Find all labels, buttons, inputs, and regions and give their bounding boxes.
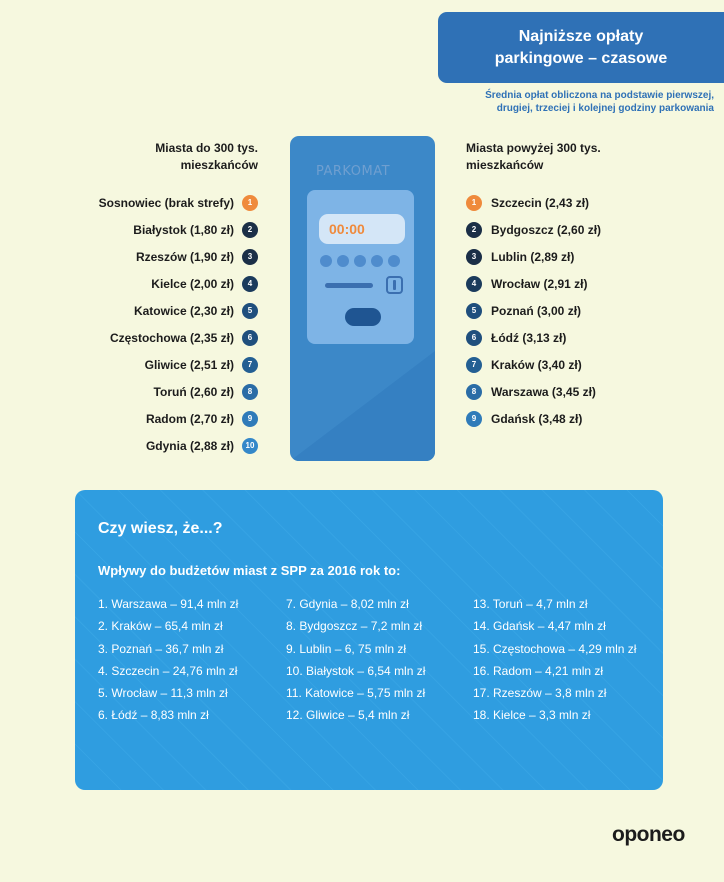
parking-meter-display: 00:00 (319, 214, 405, 244)
subtitle-line-2: drugiej, trzeciej i kolejnej godziny parkowania (496, 103, 714, 114)
keypad-dot (337, 255, 349, 267)
city-row (40, 378, 258, 405)
city-row (466, 243, 666, 270)
revenue-item: 1. Warszawa – 91,4 mln zł (98, 597, 239, 611)
small-cities-list (40, 189, 258, 459)
city-label: Rzeszów (1,90 zł) (135, 249, 234, 264)
revenue-item: 13. Toruń – 4,7 mln zł (473, 597, 588, 611)
rank-badge: 8 (466, 384, 482, 400)
revenue-column-3 (473, 596, 636, 730)
rank-badge: 6 (466, 330, 482, 346)
city-label: Białystok (1,80 zł) (133, 222, 234, 237)
keypad-dot (388, 255, 400, 267)
rank-badge: 9 (242, 411, 258, 427)
revenue-item: 10. Białystok – 6,54 mln zł (286, 663, 426, 678)
rank-badge: 7 (242, 357, 258, 373)
coin-slot (325, 283, 373, 288)
city-row (466, 189, 666, 216)
revenue-item: 2. Kraków – 65,4 mln zł (98, 619, 223, 634)
revenue-item: 9. Lublin – 6, 75 mln zł (286, 641, 407, 656)
city-label: Radom (2,70 zł) (145, 411, 234, 426)
city-label: Kraków (3,40 zł) (491, 357, 582, 372)
city-label: Toruń (2,60 zł) (153, 384, 234, 399)
city-label: Łódź (3,13 zł) (491, 330, 567, 345)
keypad-dot (320, 255, 332, 267)
revenue-item: 6. Łódź – 8,83 mln zł (98, 708, 209, 723)
parking-meter-brand: PARKOMAT (316, 164, 391, 179)
keypad-dot (371, 255, 383, 267)
city-label: Katowice (2,30 zł) (133, 303, 234, 318)
did-you-know-heading: Czy wiesz, że...? (98, 520, 223, 537)
title-banner (438, 12, 724, 83)
revenue-column-1 (98, 596, 238, 730)
city-row (40, 243, 258, 270)
city-row (466, 351, 666, 378)
city-row (40, 405, 258, 432)
small-cities-heading-line-2: mieszkańców (180, 158, 258, 172)
city-label: Sosnowiec (brak strefy) (98, 195, 234, 210)
city-label: Kielce (2,00 zł) (151, 276, 234, 291)
page-subtitle (424, 89, 714, 115)
did-you-know-box (75, 490, 663, 790)
small-cities-heading (130, 140, 258, 174)
rank-badge: 9 (466, 411, 482, 427)
page-title-line-2: parkingowe – czasowe (494, 50, 668, 67)
city-label: Poznań (3,00 zł) (491, 303, 582, 318)
rank-badge: 2 (466, 222, 482, 238)
revenue-item: 11. Katowice – 5,75 mln zł (286, 686, 426, 701)
revenue-item: 5. Wrocław – 11,3 mln zł (98, 686, 228, 701)
rank-badge: 4 (466, 276, 482, 292)
revenue-item: 3. Poznań – 36,7 mln zł (98, 641, 224, 656)
city-label: Gliwice (2,51 zł) (144, 357, 234, 372)
revenue-item: 17. Rzeszów – 3,8 mln zł (473, 686, 607, 701)
city-row (40, 351, 258, 378)
revenue-item: 7. Gdynia – 8,02 mln zł (286, 597, 409, 611)
city-row (40, 297, 258, 324)
revenue-item: 8. Bydgoszcz – 7,2 mln zł (286, 619, 423, 634)
oponeo-logo: oponeo (612, 823, 685, 846)
rank-badge: 2 (242, 222, 258, 238)
city-row (40, 324, 258, 351)
large-cities-list (466, 189, 666, 432)
did-you-know-subheading: Wpływy do budżetów miast z SPP za 2016 rok to: (98, 563, 401, 578)
city-label: Wrocław (2,91 zł) (491, 276, 588, 291)
city-row (40, 270, 258, 297)
subtitle-line-1: Średnia opłat obliczona na podstawie pierwszej, (485, 90, 714, 101)
rank-badge: 6 (242, 330, 258, 346)
large-cities-heading (466, 140, 646, 174)
revenue-item: 15. Częstochowa – 4,29 mln zł (473, 641, 637, 656)
city-label: Gdynia (2,88 zł) (145, 438, 234, 453)
rank-badge: 8 (242, 384, 258, 400)
revenue-item: 18. Kielce – 3,3 mln zł (473, 708, 591, 723)
city-row (466, 378, 666, 405)
city-row (40, 216, 258, 243)
city-row (466, 216, 666, 243)
rank-badge: 3 (242, 249, 258, 265)
large-cities-heading-line-2: mieszkańców (466, 158, 544, 172)
city-label: Szczecin (2,43 zł) (491, 195, 590, 210)
city-label: Bydgoszcz (2,60 zł) (491, 222, 602, 237)
revenue-item: 4. Szczecin – 24,76 mln zł (98, 663, 238, 678)
city-label: Lublin (2,89 zł) (491, 249, 575, 264)
parking-meter-panel (307, 190, 414, 344)
rank-badge: 1 (242, 195, 258, 211)
city-label: Gdańsk (3,48 zł) (491, 411, 583, 426)
rank-badge: 5 (466, 303, 482, 319)
rank-badge: 4 (242, 276, 258, 292)
city-row (466, 270, 666, 297)
revenue-item: 12. Gliwice – 5,4 mln zł (286, 708, 410, 723)
page-title-line-1: Najniższe opłaty (518, 28, 644, 45)
keypad-dot (354, 255, 366, 267)
parking-meter-illustration (290, 136, 435, 461)
city-row (466, 324, 666, 351)
parking-meter-button (345, 308, 381, 326)
city-row (40, 432, 258, 459)
rank-badge: 7 (466, 357, 482, 373)
rank-badge: 5 (242, 303, 258, 319)
revenue-item: 14. Gdańsk – 4,47 mln zł (473, 619, 606, 634)
small-cities-heading-line-1: Miasta do 300 tys. (155, 141, 258, 155)
rank-badge: 1 (466, 195, 482, 211)
revenue-column-2 (286, 596, 425, 730)
city-row (466, 297, 666, 324)
city-row (466, 405, 666, 432)
revenue-item: 16. Radom – 4,21 mln zł (473, 663, 604, 678)
rank-badge: 3 (466, 249, 482, 265)
parking-meter-keypad (320, 255, 400, 267)
large-cities-heading-line-1: Miasta powyżej 300 tys. (466, 141, 601, 155)
card-reader-icon (386, 276, 403, 294)
city-row (40, 189, 258, 216)
city-label: Częstochowa (2,35 zł) (109, 330, 234, 345)
city-label: Warszawa (3,45 zł) (491, 384, 596, 399)
rank-badge: 10 (242, 438, 258, 454)
